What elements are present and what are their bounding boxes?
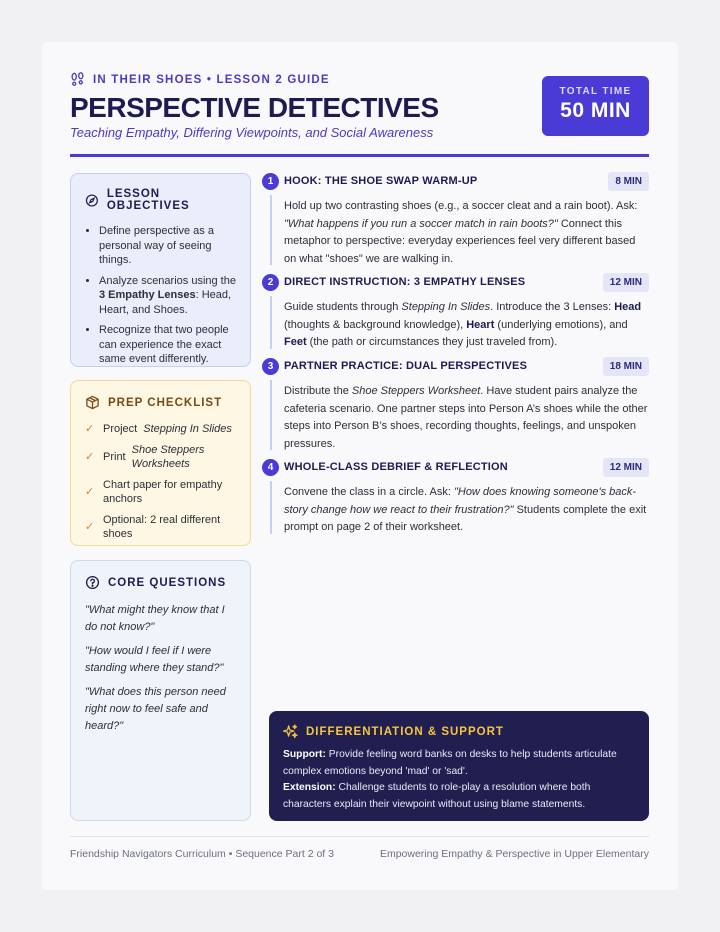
step-number: 4 bbox=[262, 459, 279, 476]
step-body-run: Stepping In Slides bbox=[401, 301, 491, 313]
step-timeline bbox=[270, 481, 272, 534]
page-title: PERSPECTIVE DETECTIVES bbox=[70, 92, 439, 123]
checklist-item: ✓ Project Stepping In Slides bbox=[85, 423, 232, 435]
step-title: PARTNER PRACTICE: DUAL PERSPECTIVES bbox=[284, 360, 528, 372]
step-title: DIRECT INSTRUCTION: 3 EMPATHY LENSES bbox=[284, 276, 526, 288]
step-body-run: Shoe Steppers Worksheet bbox=[351, 385, 481, 397]
lesson-step-1 bbox=[262, 173, 649, 265]
core-heading bbox=[85, 575, 236, 590]
step-timeline bbox=[270, 195, 272, 265]
header-divider bbox=[70, 154, 649, 157]
footer-left: Friendship Navigators Curriculum • Sequence Part 2 of 3 bbox=[70, 848, 334, 860]
step-body-run: (the path or circumstances they just traveled from). bbox=[306, 336, 558, 348]
checklist-item: ✓ Print Shoe Steppers Worksheets bbox=[85, 444, 205, 470]
sparkles-icon bbox=[283, 724, 298, 739]
prep-title: PREP CHECKLIST bbox=[108, 396, 223, 409]
differentiation-card bbox=[269, 711, 649, 821]
lesson-step-4 bbox=[262, 459, 649, 539]
step-number: 2 bbox=[262, 274, 279, 291]
page-subtitle: Teaching Empathy, Differing Viewpoints, and Social Awareness bbox=[70, 125, 434, 140]
question-circle-icon bbox=[85, 575, 100, 590]
step-body-run: Heart bbox=[466, 318, 495, 331]
prep-checklist-card bbox=[70, 380, 251, 546]
core-question: "How would I feel if I were standing where they stand?" bbox=[85, 645, 224, 674]
objectives-list bbox=[85, 224, 236, 367]
kicker-text: IN THEIR SHOES • LESSON 2 GUIDE bbox=[93, 73, 330, 86]
footer-right: Empowering Empathy & Perspective in Upper Elementary bbox=[379, 848, 649, 860]
lesson-step-3 bbox=[262, 358, 649, 450]
objective-item: • Analyze scenarios using the 3 Empathy Lenses: Head, Heart, and Shoes. bbox=[99, 274, 236, 318]
check-icon: ✓ bbox=[85, 486, 95, 498]
lesson-step-2 bbox=[262, 274, 649, 354]
checklist-item: ✓ Chart paper for empathy anchors bbox=[85, 479, 223, 505]
total-time-value: 50 MIN bbox=[560, 99, 631, 122]
core-title: CORE QUESTIONS bbox=[108, 576, 227, 589]
objective-item: • Recognize that two people can experience the exact same event differently. bbox=[99, 323, 236, 367]
step-body-run: Feet bbox=[284, 336, 307, 348]
check-icon: ✓ bbox=[85, 423, 95, 435]
differentiation-title: DIFFERENTIATION & SUPPORT bbox=[306, 725, 504, 738]
footer-divider bbox=[70, 836, 649, 837]
core-question: "What does this person need right now to feel safe and heard?" bbox=[85, 686, 226, 732]
step-number: 3 bbox=[262, 358, 279, 375]
step-number: 1 bbox=[262, 173, 279, 190]
step-body bbox=[284, 484, 649, 537]
footprints-icon bbox=[70, 72, 85, 87]
step-timeline bbox=[270, 296, 272, 349]
step-body bbox=[284, 383, 649, 453]
check-icon: ✓ bbox=[85, 451, 95, 463]
step-timeline bbox=[270, 380, 272, 450]
step-body-run: Students complete the exit prompt on page 2 of their worksheet. bbox=[284, 503, 647, 533]
checklist-item: ✓ Optional: 2 real different shoes bbox=[85, 514, 221, 540]
core-question: "What might they know that I do not know?" bbox=[85, 604, 225, 633]
step-duration-badge: 12 MIN bbox=[603, 273, 649, 292]
objective-item: • Define perspective as a personal way of seeing things. bbox=[99, 224, 236, 268]
step-body-run: . Have student pairs analyze the cafeteria scenario. One partner steps into Person A’s shoes while the other steps into Person B’s shoes, recording thoughts, feelings, and unspoken pressures. bbox=[284, 385, 648, 450]
step-duration-badge: 12 MIN bbox=[603, 458, 649, 477]
prep-heading bbox=[85, 395, 236, 410]
differentiation-heading bbox=[283, 724, 635, 739]
box-icon bbox=[85, 395, 100, 410]
objectives-heading bbox=[85, 188, 236, 212]
step-title: HOOK: THE SHOE SWAP WARM-UP bbox=[284, 175, 478, 187]
step-body-run: Convene the class in a circle. Ask: bbox=[284, 486, 454, 498]
step-body-run: "How does knowing someone's back-story change how we react to their frustration?" bbox=[284, 486, 637, 516]
step-body-run: Guide students through bbox=[284, 301, 402, 313]
compass-icon bbox=[85, 193, 99, 208]
step-body-run: Head bbox=[614, 301, 642, 313]
total-time-badge bbox=[542, 76, 649, 136]
step-body-run: . Introduce the 3 Lenses: bbox=[490, 301, 615, 313]
total-time-label: TOTAL TIME bbox=[559, 86, 632, 97]
step-body-run: "What happens if you run a soccer match in rain boots?" bbox=[284, 217, 558, 230]
step-body-run: (underlying emotions), and bbox=[494, 318, 628, 331]
lesson-objectives-card bbox=[70, 173, 251, 367]
step-body bbox=[284, 198, 649, 268]
step-body bbox=[284, 299, 649, 352]
step-duration-badge: 18 MIN bbox=[603, 357, 649, 376]
step-duration-badge: 8 MIN bbox=[608, 172, 649, 191]
lesson-kicker bbox=[70, 72, 330, 87]
lesson-guide-page bbox=[42, 42, 678, 890]
step-body-run: (thoughts & background knowledge), bbox=[284, 318, 467, 331]
extension-text: Extension: Challenge students to role-play a resolution where both characters explain their viewpoint without using blame statements. bbox=[283, 782, 591, 810]
objectives-title: LESSON OBJECTIVES bbox=[106, 188, 190, 212]
check-icon: ✓ bbox=[85, 521, 95, 533]
step-body-run: Distribute the bbox=[284, 385, 352, 397]
core-questions-card bbox=[70, 560, 251, 821]
support-text: Support: Provide feeling word banks on desks to help students articulate complex emotions beyond 'mad' or 'sad'. bbox=[283, 749, 617, 777]
step-body-run: Connect this metaphor to perspective: everyday experiences feel very different based on what "shoes" we are walking in. bbox=[284, 217, 636, 265]
step-body-run: Hold up two contrasting shoes (e.g., a soccer cleat and a rain boot). Ask: bbox=[284, 200, 638, 212]
step-title: WHOLE-CLASS DEBRIEF & REFLECTION bbox=[284, 461, 508, 473]
